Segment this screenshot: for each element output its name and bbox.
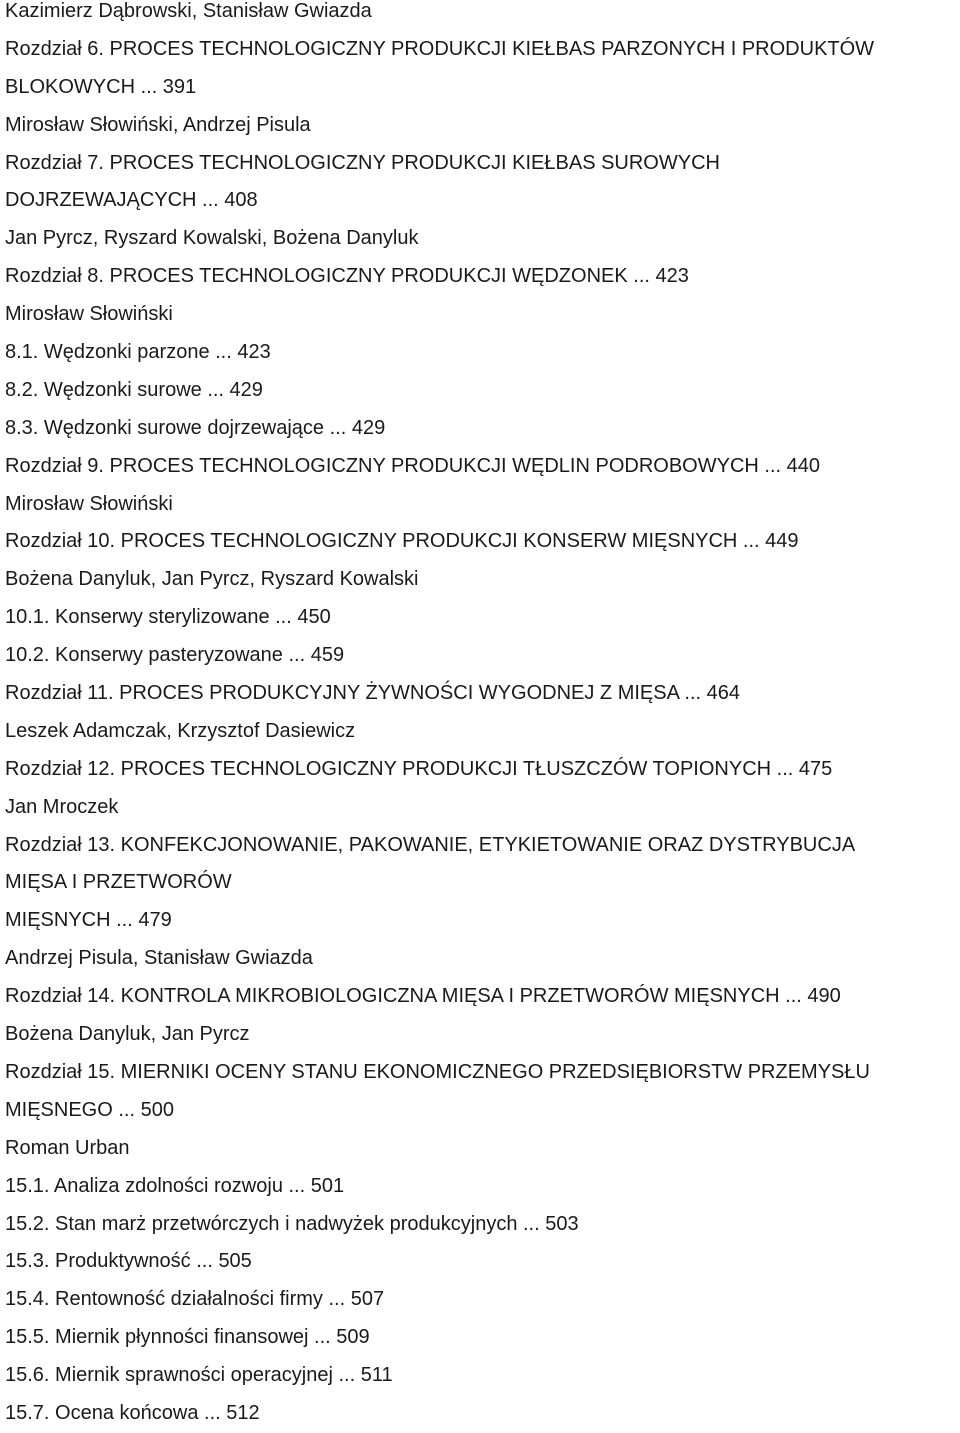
authors-line: Roman Urban [5,1136,130,1159]
chapter-heading-continued: MIĘSA I PRZETWORÓW [5,871,232,894]
chapter-heading-continued: DOJRZEWAJĄCYCH ... 408 [5,189,258,212]
authors-line: Bożena Danyluk, Jan Pyrcz [5,1023,250,1046]
chapter-heading: Rozdział 8. PROCES TECHNOLOGICZNY PRODUKCJI WĘDZONEK ... 423 [5,265,689,288]
authors-line: Kazimierz Dąbrowski, Stanisław Gwiazda [5,0,372,22]
section-entry: 15.5. Miernik płynności finansowej ... 509 [5,1326,370,1349]
section-entry: 15.1. Analiza zdolności rozwoju ... 501 [5,1174,345,1197]
chapter-heading: Rozdział 14. KONTROLA MIKROBIOLOGICZNA MIĘSA I PRZETWORÓW MIĘSNYCH ... 490 [5,985,841,1008]
section-entry: 15.3. Produktywność ... 505 [5,1250,252,1273]
authors-line: Jan Pyrcz, Ryszard Kowalski, Bożena Danyluk [5,227,419,250]
chapter-heading: Rozdział 7. PROCES TECHNOLOGICZNY PRODUKCJI KIEŁBAS SUROWYCH [5,151,720,174]
section-entry: 8.1. Wędzonki parzone ... 423 [5,341,271,364]
section-entry: 8.3. Wędzonki surowe dojrzewające ... 429 [5,416,386,439]
chapter-heading: Rozdział 13. KONFEKCJONOWANIE, PAKOWANIE, ETYKIETOWANIE ORAZ DYSTRYBUCJA [5,833,856,856]
chapter-heading-continued: MIĘSNEGO ... 500 [5,1098,174,1121]
authors-line: Leszek Adamczak, Krzysztof Dasiewicz [5,719,356,742]
authors-line: Bożena Danyluk, Jan Pyrcz, Ryszard Kowalski [5,568,419,591]
section-entry: 15.6. Miernik sprawności operacyjnej ... 511 [5,1364,393,1387]
authors-line: Mirosław Słowiński [5,303,173,326]
authors-line: Andrzej Pisula, Stanisław Gwiazda [5,947,313,970]
authors-line: Mirosław Słowiński [5,492,173,515]
chapter-heading: Rozdział 12. PROCES TECHNOLOGICZNY PRODUKCJI TŁUSZCZÓW TOPIONYCH ... 475 [5,757,833,780]
section-entry: 10.2. Konserwy pasteryzowane ... 459 [5,644,345,667]
chapter-heading: Rozdział 15. MIERNIKI OCENY STANU EKONOMICZNEGO PRZEDSIĘBIORSTW PRZEMYSŁU [5,1060,870,1083]
chapter-heading: Rozdział 10. PROCES TECHNOLOGICZNY PRODUKCJI KONSERW MIĘSNYCH ... 449 [5,530,799,553]
section-entry: 15.7. Ocena końcowa ... 512 [5,1401,260,1424]
chapter-heading-continued: BLOKOWYCH ... 391 [5,75,197,98]
section-entry: 8.2. Wędzonki surowe ... 429 [5,378,263,401]
section-entry: 15.2. Stan marż przetwórczych i nadwyżek produkcyjnych ... 503 [5,1212,579,1235]
authors-line: Mirosław Słowiński, Andrzej Pisula [5,113,311,136]
section-entry: 10.1. Konserwy sterylizowane ... 450 [5,606,331,629]
section-entry: 15.4. Rentowność działalności firmy ... 507 [5,1288,385,1311]
chapter-heading: Rozdział 11. PROCES PRODUKCYJNY ŻYWNOŚCI WYGODNEJ Z MIĘSA ... 464 [5,682,740,705]
chapter-heading: Rozdział 6. PROCES TECHNOLOGICZNY PRODUKCJI KIEŁBAS PARZONYCH I PRODUKTÓW [5,37,875,60]
authors-line: Jan Mroczek [5,795,119,818]
chapter-heading-continued: MIĘSNYCH ... 479 [5,909,172,932]
chapter-heading: Rozdział 9. PROCES TECHNOLOGICZNY PRODUKCJI WĘDLIN PODROBOWYCH ... 440 [5,454,820,477]
